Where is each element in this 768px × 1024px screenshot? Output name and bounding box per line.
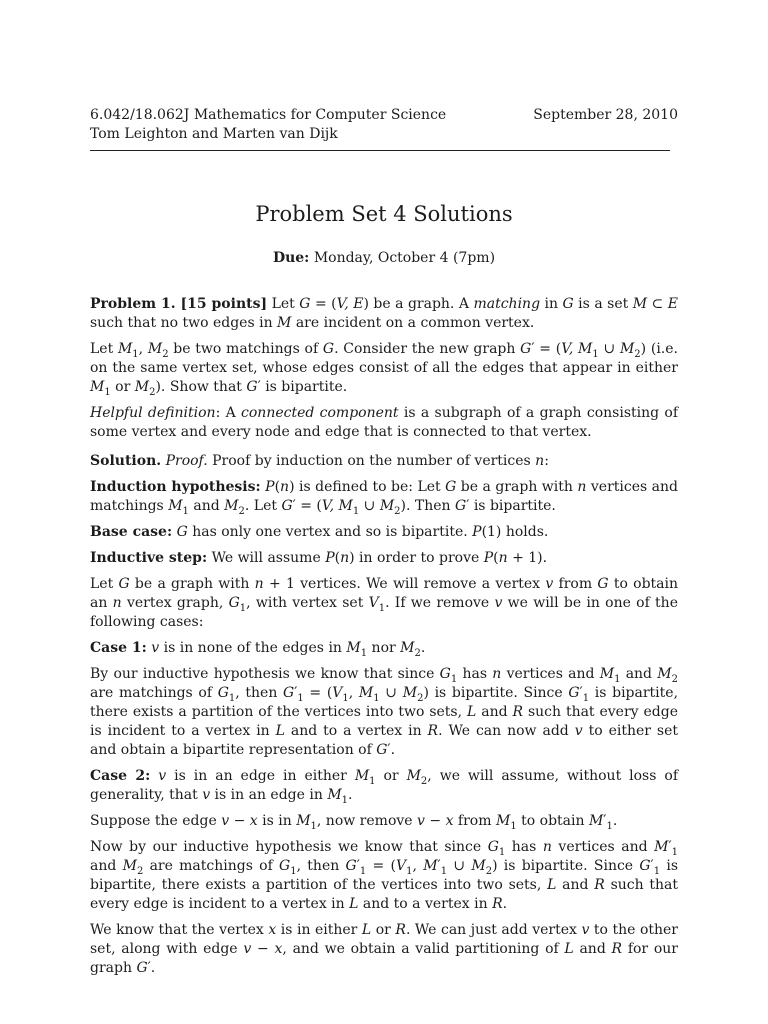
case-2-paragraph-a: Suppose the edge v − x is in $M_1$, now remove v − x from $M_1$ to obtain $M'_1$. [90,813,618,832]
case-2-paragraph-b: Now by our inductive hypothesis we know that since $G_1$ has n vertices and $M'_1$ and $M_2$ are matchings of $G_1$, then $G'_1 = (V_1$, $M'_1$ ∪ $M_2$) is bipartite. Since $G'_1$ is bipartite, there exists a partition of the vertices into two sets, L and R such that every edge is incident to a vertex in L and to a vertex in R. [90,839,679,912]
base-label: Base case: [90,524,173,540]
course-title: 6.042/18.062J Mathematics for Computer Science [90,107,447,123]
inductive-step: Inductive step: We will assume P(n) in order to prove P(n + 1). [90,550,548,566]
solution-label: Solution. [90,453,162,469]
problem-heading: Problem 1. [15 points] [90,296,268,312]
helpful-label: Helpful definition [90,405,216,421]
document-date: September 28, 2010 [533,107,678,123]
induction-hypothesis: Induction hypothesis: P(n) is defined to be: Let G be a graph with n vertices and matchings $M_1$ and $M_2$. Let G′ = (V, $M_1$ ∪ $M_2$). Then G′ is bipartite. [90,479,679,517]
case1-label: Case 1: [90,640,147,656]
solution-intro: Solution. Proof. Proof by induction on the number of vertices n: [90,453,549,469]
due-line [90,249,678,268]
document-header [90,106,678,146]
due-value: Monday, October 4 (7pm) [313,250,496,266]
connected-component-term: connected component [241,405,399,421]
base-case: Base case: G has only one vertex and so is bipartite. P(1) holds. [90,524,549,540]
case-1: Case 1: v is in none of the edges in $M_1$ nor $M_2$. [90,640,426,659]
induction-label: Induction hypothesis: [90,479,261,495]
case-2-paragraph-c: We know that the vertex x is in either L or R. We can just add vertex v to the other set, along with edge v − x, and we obtain a valid partitioning of L and R for our graph G′. [90,922,678,976]
problem-paragraph: Let $M_1$, $M_2$ be two matchings of G. Consider the new graph G′ = (V, $M_1$ ∪ $M_2$) (i.e. on the same vertex set, whose edges consist of all the edges that appear in either $M_1$ or $M_2$). Show that G′ is bipartite. [90,341,678,398]
problem-statement: Problem 1. [15 points] Let G = (V, E) be a graph. A matching in G is a set M ⊂ E such that no two edges in M are incident on a common vertex. [90,296,678,331]
document-page [90,106,678,985]
inductive-step-label: Inductive step: [90,550,208,566]
course-info [90,106,446,144]
step-paragraph: Let G be a graph with n + 1 vertices. We will remove a vertex v from G to obtain an n vertex graph, $G_1$, with vertex set $V_1$. If we remove v we will be in one of the following cases: [90,576,679,630]
case-1-paragraph: By our inductive hypothesis we know that since $G_1$ has n vertices and $M_1$ and $M_2$ are matchings of $G_1$, then $G'_1 = (V_1$, $M_1$ ∪ $M_2$) is bipartite. Since $G'_1$ is bipartite, there exists a partition of the vertices into two sets, L and R such that every edge is incident to a vertex in L and to a vertex in R. We can now add v to either set and obtain a bipartite representation of G′. [90,666,679,758]
proof-label: Proof. [165,453,208,469]
page-title: Problem Set 4 Solutions [255,202,513,226]
helpful-definition: Helpful definition: A connected component is a subgraph of a graph consisting of some vertex and every node and edge that is connected to that vertex. [90,405,679,440]
header-rule [90,150,670,151]
due-label: Due: [272,250,310,266]
case-2: Case 2: v is in an edge in either $M_1$ or $M_2$, we will assume, without loss of generality, that v is in an edge in $M_1$. [90,768,678,806]
authors: Tom Leighton and Marten van Dijk [90,126,338,142]
case2-label: Case 2: [90,768,151,784]
